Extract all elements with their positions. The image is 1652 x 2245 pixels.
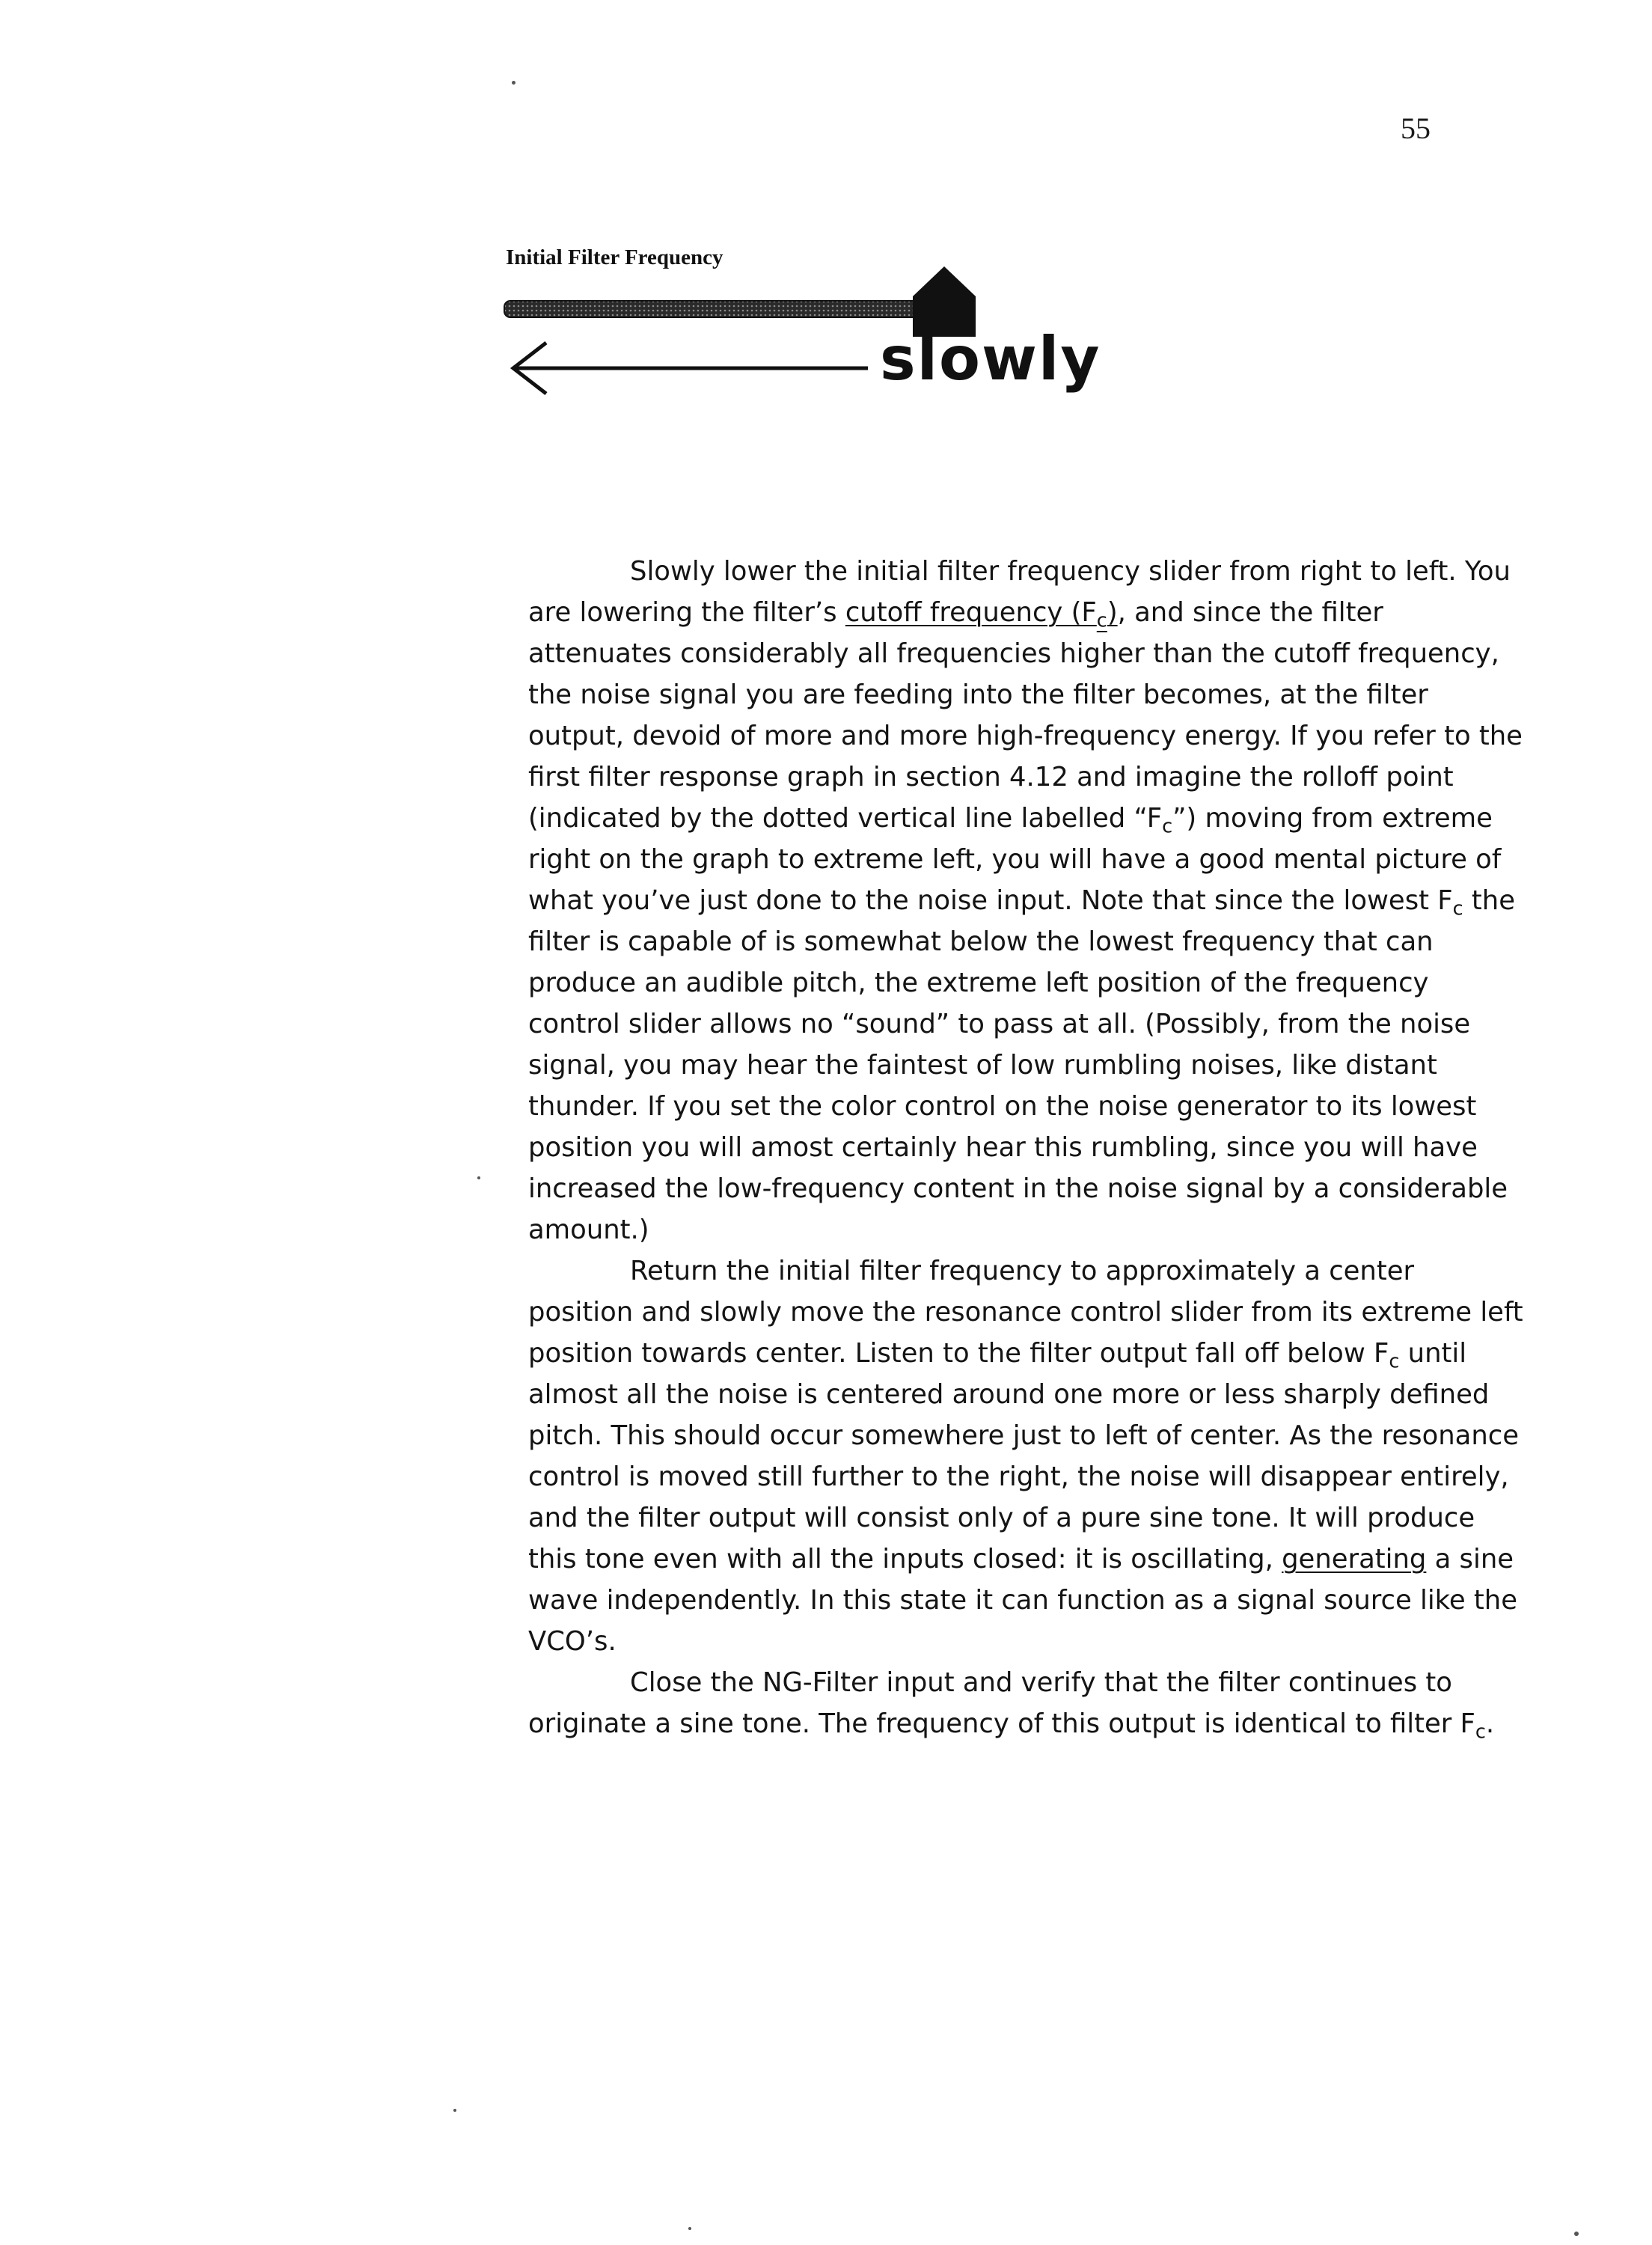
text-run: until almost all the noise is centered around one more or less sharply defined pitch. This should occur somewhere just to left of center. As the resonance control is moved still further to the right, the noise will disappear entirely, and the filter output will consist only of a pure sine tone. It will produce this tone even with all the inputs closed: it is oscillating, [528, 1338, 1520, 1574]
paragraph [528, 1250, 1523, 1662]
scan-speck [512, 81, 516, 85]
subscript: c [1475, 1720, 1486, 1744]
body-text [528, 551, 1523, 1744]
text-run: ”) moving from extreme right on the graph to extreme left, you will have a good mental picture of what you’ve just done to the noise input. Note that since the lowest F [528, 803, 1502, 916]
slowly-label: slowly [880, 324, 1101, 394]
underlined-text: generating [1282, 1544, 1427, 1574]
slider-label: Initial Filter Frequency [506, 245, 723, 269]
text-run: Return the initial filter frequency to approximately a center position and slowly move the resonance control slider from its extreme left position towards center. Listen to the filter output fall off below F [528, 1256, 1523, 1369]
slider-track-icon [504, 301, 923, 317]
scan-speck [1574, 2232, 1579, 2236]
text-run: Close the NG-Filter input and verify that the filter continues to originate a sine tone. The frequency of this output is identical to filter F [528, 1667, 1475, 1739]
subscript: c [1452, 897, 1463, 920]
subscript: c [1162, 815, 1173, 838]
text-run: Slowly lower the initial filter frequency slider from right to left. You are lowering the filter’s [528, 556, 1511, 628]
scan-speck [453, 2109, 456, 2112]
subscript: c [1096, 609, 1107, 632]
paragraph [528, 1662, 1523, 1744]
scan-speck [477, 1176, 480, 1179]
subscript: c [1389, 1350, 1400, 1373]
text-run: the filter is capable of is somewhat below the lowest frequency that can produce an audible pitch, the extreme left position of the frequency control slider allows no “sound” to pass at all. (Possibly, from the noise signal, you may hear the faintest of low rumbling noises, like distant thunder. If you set the color control on the noise generator to its lowest position you will amost certainly hear this rumbling, since you will have increased the low-frequency content in the noise signal by a considerable amount.) [528, 885, 1515, 1245]
page-number: 55 [1401, 112, 1431, 145]
scan-speck [688, 2227, 691, 2230]
paragraph [528, 551, 1523, 1250]
text-run: . [1485, 1708, 1495, 1739]
underlined-text: ) [1107, 597, 1118, 628]
text-run: , and since the filter attenuates considerably all frequencies higher than the cutoff frequency, the noise signal you are feeding into the filter becomes, at the filter output, devoid of more and more high-frequency energy. If you refer to the first filter response graph in section 4.12 and imagine the rolloff point (indicated by the dotted vertical line labelled “F [528, 597, 1523, 834]
left-arrow-icon [513, 343, 868, 394]
text-run: a sine wave independently. In this state it can function as a signal source like the VCO’s. [528, 1544, 1518, 1657]
underlined-text: cutoff frequency (F [845, 597, 1097, 628]
